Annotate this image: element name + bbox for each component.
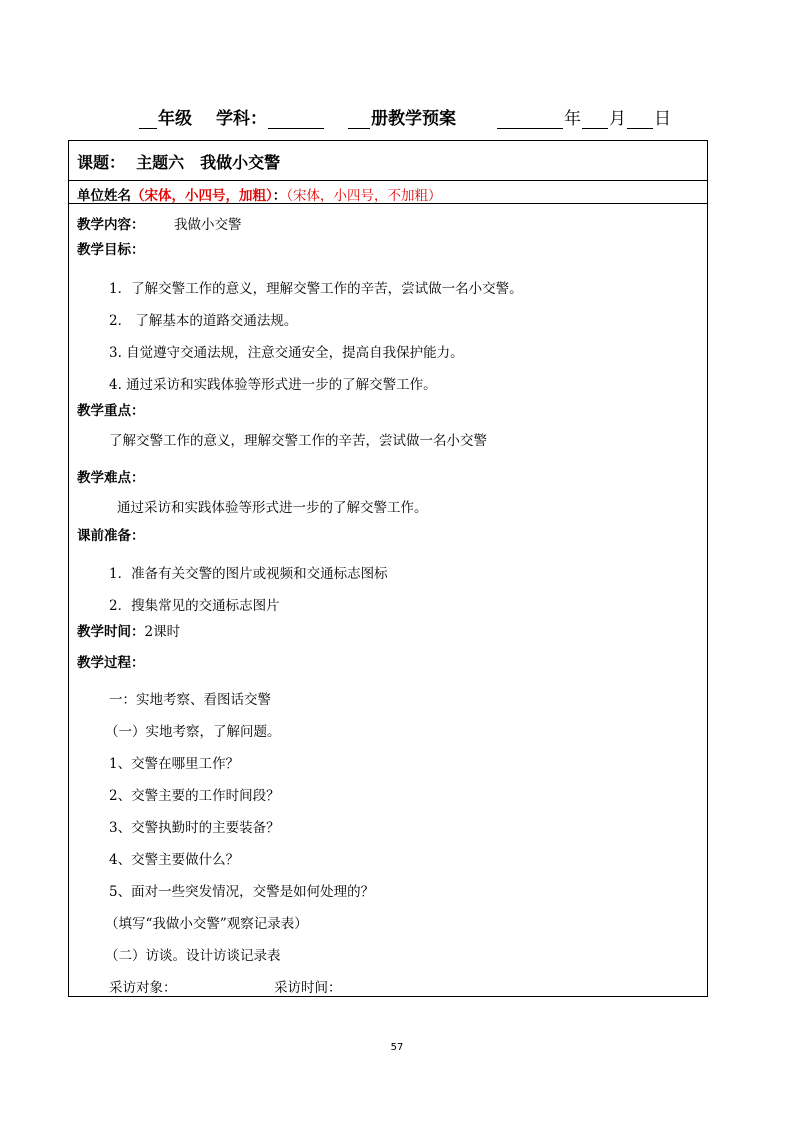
key-label: 教学重点： [77,403,145,419]
grade-field [138,104,192,129]
day-blank [627,110,653,129]
goal-item-4: 4. 通过采访和实践体验等形式进一步的了解交警工作。 [109,377,437,393]
time-label: 教学时间： [77,624,145,640]
prep-item-1: 1．准备有关交警的图片或视频和交通标志图标 [109,566,388,582]
unit-value-note: （宋体，小四号，不加粗） [286,188,442,204]
unit-label-note: （宋体，小四号，加粗） [131,188,273,204]
subject-field [216,104,325,129]
process-line-8: （填写“我做小交警”观察记录表） [105,916,308,932]
process-line-5: 3、交警执勤时的主要装备？ [109,820,280,836]
unit-row [69,181,707,204]
day-label: 日 [654,109,671,129]
prep-item-2: 2．搜集常见的交通标志图片 [109,598,280,614]
unit-label: 单位姓名 [77,188,131,204]
topic-row [69,141,707,181]
grade-blank [139,110,157,129]
content-value: 我做小交警 [174,217,242,233]
process-label: 教学过程： [77,655,145,671]
grade-label: 年级 [158,109,192,129]
process-line-4: 2、交警主要的工作时间段？ [109,788,280,804]
time-value: 2课时 [144,624,181,640]
volume-blank [348,110,370,129]
month-label: 月 [609,109,626,129]
lesson-plan-table [68,140,708,997]
page-number: 57 [390,1042,404,1053]
process-line-6: 4、交警主要做什么？ [109,852,240,868]
topic-name: 主题六 我做小交警 [136,153,281,172]
prep-label: 课前准备： [77,528,145,544]
process-line-7: 5、面对一些突发情况，交警是如何处理的？ [109,884,375,900]
month-blank [582,110,608,129]
difficulty-label: 教学难点： [77,470,145,486]
goal-item-3: 3. 自觉遵守交通法规，注意交通安全，提高自我保护能力。 [109,345,464,361]
difficulty-value: 通过采访和实践体验等形式进一步的了解交警工作。 [117,500,428,516]
subject-label: 学科： [216,109,267,129]
unit-text [77,184,442,204]
content-label: 教学内容： [77,217,145,233]
topic-text [77,150,280,173]
interview-target: 采访对象： [109,980,177,996]
goal-item-2: 2． 了解基本的道路交通法规。 [109,313,298,329]
volume-label: 册教学预案 [371,109,456,129]
process-line-9: （二）访谈。设计访谈记录表 [105,948,281,964]
topic-label: 课题： [77,153,126,172]
year-blank [497,110,563,129]
process-line-2: （一）实地考察，了解问题。 [105,724,281,740]
goals-label: 教学目标： [77,242,145,258]
date-field [496,104,671,129]
unit-separator: ： [272,188,287,204]
time-line [77,623,180,641]
subject-blank [268,110,324,129]
interview-time: 采访时间： [274,980,342,996]
process-line-3: 1、交警在哪里工作？ [109,756,240,772]
key-value: 了解交警工作的意义，理解交警工作的辛苦，尝试做一名小交警 [109,433,487,449]
year-label: 年 [564,109,581,129]
goal-item-1: 1．了解交警工作的意义，理解交警工作的辛苦，尝试做一名小交警。 [109,281,523,297]
volume-field [347,104,456,129]
process-line-1: 一：实地考察、看图话交警 [109,692,271,708]
